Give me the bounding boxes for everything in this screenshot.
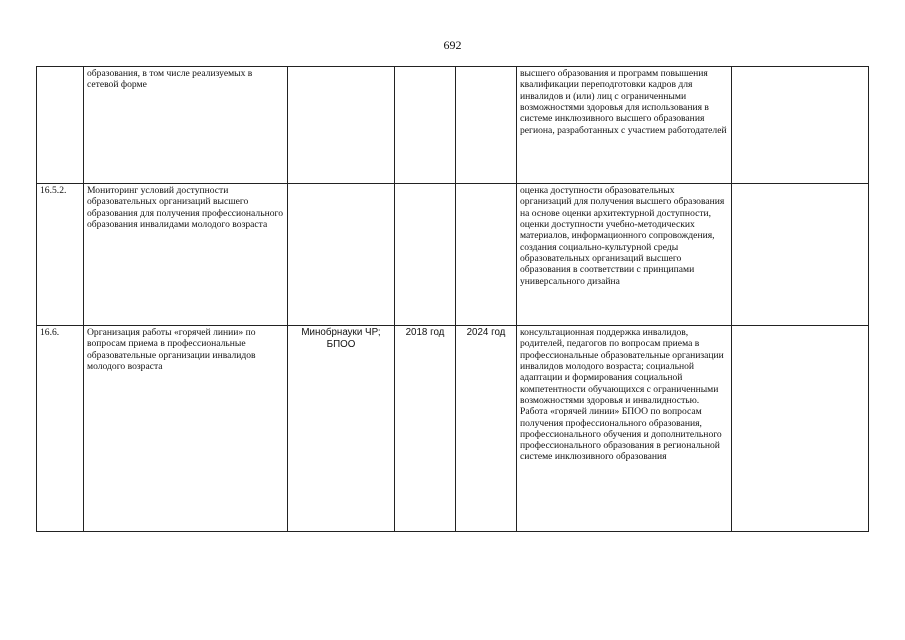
notes-cell bbox=[732, 184, 869, 326]
table-row bbox=[37, 67, 869, 184]
table-row bbox=[37, 326, 869, 532]
start-cell bbox=[395, 184, 456, 326]
row-number: 16.5.2. bbox=[37, 184, 84, 326]
end-cell bbox=[456, 184, 517, 326]
page-number: 692 bbox=[443, 38, 462, 52]
notes-cell bbox=[732, 67, 869, 184]
notes-cell bbox=[732, 326, 869, 532]
row-number bbox=[37, 67, 84, 184]
row-number: 16.6. bbox=[37, 326, 84, 532]
executor-cell bbox=[288, 184, 395, 326]
start-cell bbox=[395, 67, 456, 184]
executor-cell bbox=[288, 67, 395, 184]
expected-result: оценка доступности образовательных организаций для получения высшего образования на основе оценки архитектурной доступности, оценки доступности учебно-методических материалов, информационного сопровождения, создания социально-культурной среды образовательных организаций высшего образования в соответствии с принципами универсального дизайна bbox=[517, 184, 732, 326]
activities-table bbox=[36, 66, 869, 532]
table-row bbox=[37, 184, 869, 326]
activity-name: Мониторинг условий доступности образовательных организаций высшего образования для получения профессионального образования инвалидами молодого возраста bbox=[84, 184, 288, 326]
expected-result: высшего образования и программ повышения квалификации переподготовки кадров для инвалидов и (или) лиц с ограниченными возможностями здоровья для использования в системе инклюзивного высшего образования региона, разработанных с участием работодателей bbox=[517, 67, 732, 184]
end-cell bbox=[456, 67, 517, 184]
end-cell: 2024 год bbox=[456, 326, 517, 532]
expected-result: консультационная поддержка инвалидов, родителей, педагогов по вопросам приема в профессиональные образовательные организации инвалидов молодого возраста; социальной адаптации и формирования социальной компетентности обучающихся с ограниченными возможностями здоровья и инвалидностью. Работа «горячей линии» БПОО по вопросам получения профессионального образования, профессионального обучения и дополнительного профессионального образования в региональной системе инклюзивного образования bbox=[517, 326, 732, 532]
activity-name: Организация работы «горячей линии» по вопросам приема в профессиональные образовательные организации инвалидов молодого возраста bbox=[84, 326, 288, 532]
activity-name: образования, в том числе реализуемых в сетевой форме bbox=[84, 67, 288, 184]
start-cell: 2018 год bbox=[395, 326, 456, 532]
executor-cell: Минобрнауки ЧР; БПОО bbox=[288, 326, 395, 532]
